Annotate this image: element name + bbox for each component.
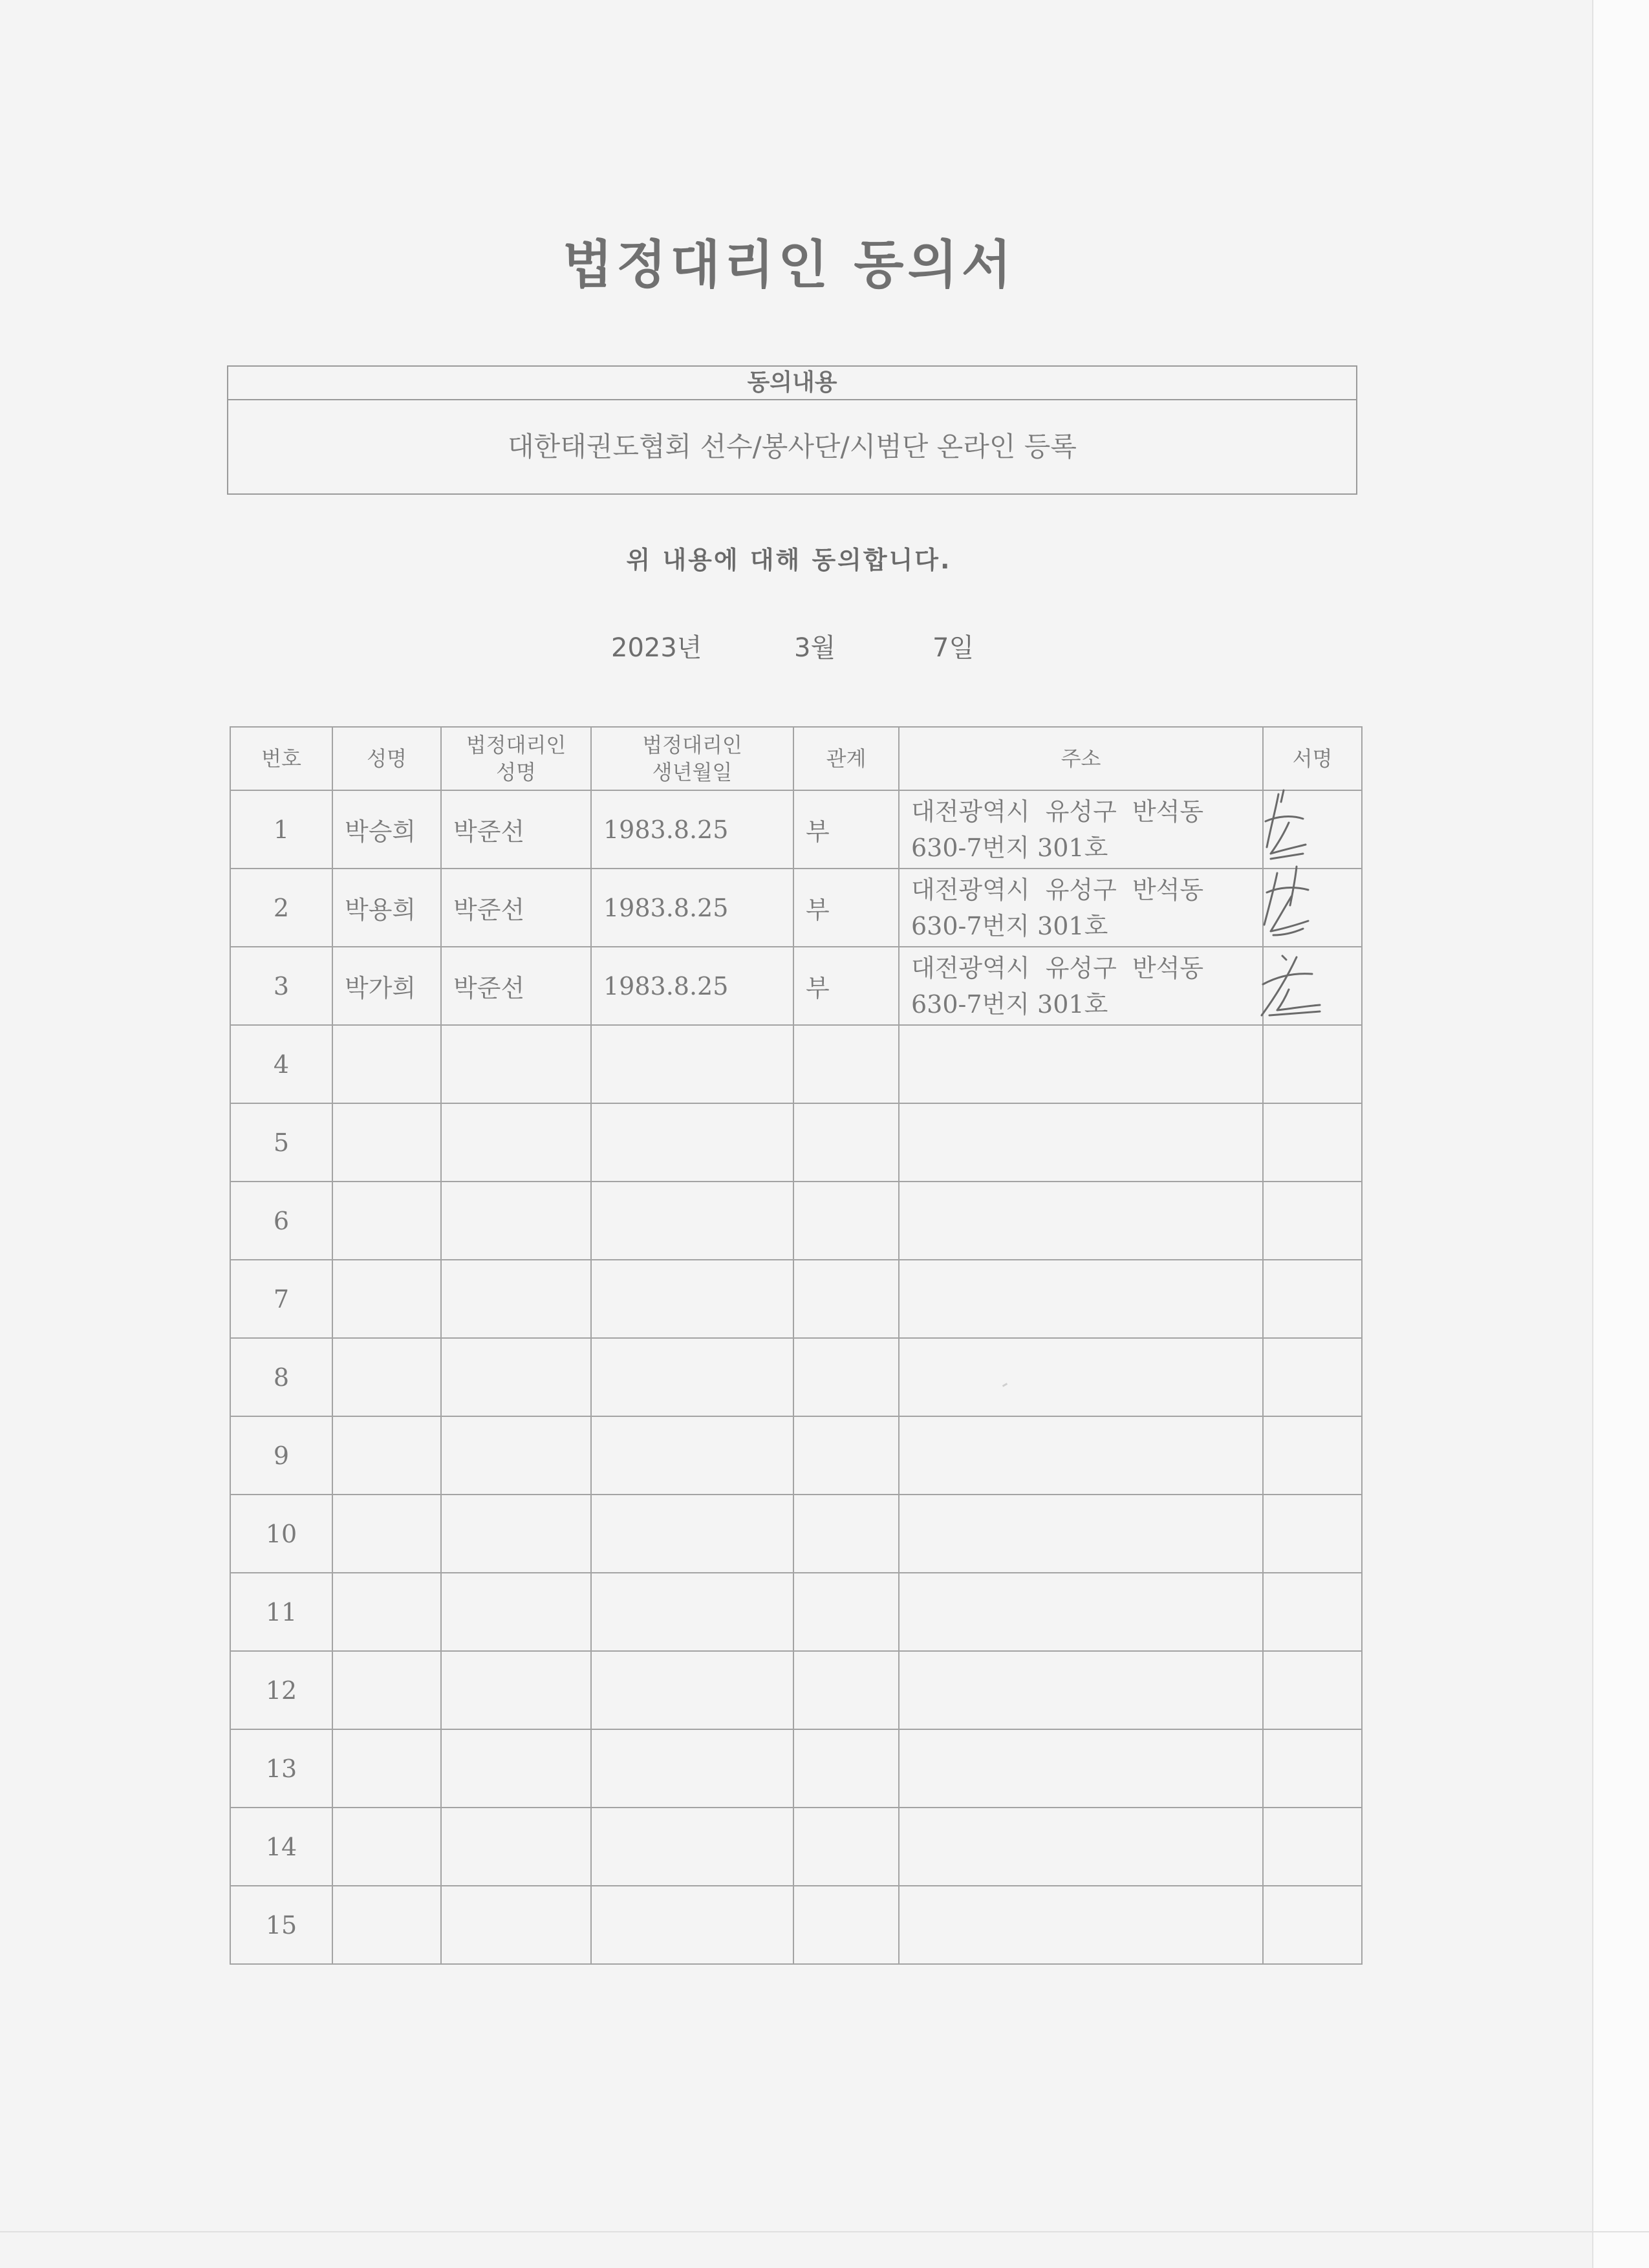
header-guardian-birth-line2: 생년월일 bbox=[652, 760, 733, 784]
row-signature bbox=[1263, 1025, 1362, 1103]
header-address: 주소 bbox=[899, 727, 1263, 790]
table-row bbox=[230, 1573, 1362, 1651]
row-name bbox=[332, 1886, 441, 1964]
row-signature bbox=[1263, 1886, 1362, 1964]
table-row bbox=[230, 947, 1362, 1025]
row-guardian-birth: 1983.8.25 bbox=[591, 947, 793, 1025]
row-guardian-birth bbox=[591, 1338, 793, 1416]
row-name bbox=[332, 1495, 441, 1573]
row-guardian-name bbox=[441, 1651, 591, 1729]
row-number: 9 bbox=[230, 1416, 332, 1495]
date-year: 2023년 bbox=[611, 633, 702, 663]
consent-heading: 동의내용 bbox=[228, 367, 1356, 400]
header-guardian-name-line1: 법정대리인 bbox=[466, 733, 566, 757]
handwritten-signature bbox=[1258, 783, 1342, 1035]
date-month: 3월 bbox=[794, 633, 836, 663]
row-number: 6 bbox=[230, 1182, 332, 1260]
table-row bbox=[230, 1651, 1362, 1729]
row-name bbox=[332, 1103, 441, 1182]
table-row bbox=[230, 1416, 1362, 1495]
row-guardian-birth bbox=[591, 1729, 793, 1808]
row-guardian-name bbox=[441, 1886, 591, 1964]
table-row bbox=[230, 1025, 1362, 1103]
header-signature: 서명 bbox=[1263, 727, 1362, 790]
row-guardian-name: 박준선 bbox=[441, 790, 591, 869]
row-address bbox=[899, 1886, 1263, 1964]
row-name bbox=[332, 1416, 441, 1495]
row-number: 11 bbox=[230, 1573, 332, 1651]
header-guardian-name bbox=[441, 727, 591, 790]
row-address bbox=[899, 1416, 1263, 1495]
row-guardian-name bbox=[441, 1182, 591, 1260]
row-address bbox=[899, 1025, 1263, 1103]
row-number: 10 bbox=[230, 1495, 332, 1573]
header-guardian-name-line2: 성명 bbox=[496, 760, 536, 784]
row-name bbox=[332, 1729, 441, 1808]
row-relation bbox=[793, 1573, 899, 1651]
row-address-line1: 대전광역시 유성구 반석동 bbox=[911, 875, 1204, 904]
row-name bbox=[332, 1651, 441, 1729]
row-number: 1 bbox=[230, 790, 332, 869]
table-row bbox=[230, 1729, 1362, 1808]
row-relation: 부 bbox=[793, 869, 899, 947]
row-address bbox=[899, 790, 1263, 869]
row-name: 박승희 bbox=[332, 790, 441, 869]
date-day: 7일 bbox=[932, 633, 975, 663]
row-name bbox=[332, 1573, 441, 1651]
row-guardian-birth bbox=[591, 1651, 793, 1729]
row-address-line1: 대전광역시 유성구 반석동 bbox=[911, 953, 1204, 982]
header-guardian-birth-line1: 법정대리인 bbox=[642, 733, 742, 757]
row-number: 5 bbox=[230, 1103, 332, 1182]
table-row bbox=[230, 869, 1362, 947]
row-guardian-name: 박준선 bbox=[441, 869, 591, 947]
row-signature bbox=[1263, 1416, 1362, 1495]
row-guardian-birth bbox=[591, 1103, 793, 1182]
row-guardian-birth: 1983.8.25 bbox=[591, 790, 793, 869]
row-relation bbox=[793, 1495, 899, 1573]
table-row bbox=[230, 1338, 1362, 1416]
table-row bbox=[230, 790, 1362, 869]
row-signature bbox=[1263, 1573, 1362, 1651]
row-address-line1: 대전광역시 유성구 반석동 bbox=[911, 797, 1204, 826]
table-row bbox=[230, 1260, 1362, 1338]
row-signature bbox=[1263, 1808, 1362, 1886]
row-address bbox=[899, 1495, 1263, 1573]
row-guardian-birth bbox=[591, 1808, 793, 1886]
row-relation bbox=[793, 1260, 899, 1338]
row-number: 12 bbox=[230, 1651, 332, 1729]
row-guardian-name bbox=[441, 1729, 591, 1808]
row-name bbox=[332, 1260, 441, 1338]
row-address-line2: 630-7번지 301호 bbox=[911, 911, 1108, 940]
row-address bbox=[899, 1103, 1263, 1182]
header-no: 번호 bbox=[230, 727, 332, 790]
row-number: 15 bbox=[230, 1886, 332, 1964]
page-edge bbox=[1592, 0, 1649, 2268]
row-guardian-birth bbox=[591, 1886, 793, 1964]
row-name: 박가희 bbox=[332, 947, 441, 1025]
row-address bbox=[899, 869, 1263, 947]
table-row bbox=[230, 1182, 1362, 1260]
row-relation: 부 bbox=[793, 947, 899, 1025]
row-relation bbox=[793, 1182, 899, 1260]
row-address bbox=[899, 1260, 1263, 1338]
row-guardian-name: 박준선 bbox=[441, 947, 591, 1025]
row-relation: 부 bbox=[793, 790, 899, 869]
row-relation bbox=[793, 1886, 899, 1964]
roster-table bbox=[230, 726, 1363, 1965]
row-number: 13 bbox=[230, 1729, 332, 1808]
row-signature bbox=[1263, 1729, 1362, 1808]
row-guardian-name bbox=[441, 1025, 591, 1103]
row-guardian-birth bbox=[591, 1260, 793, 1338]
row-guardian-name bbox=[441, 1260, 591, 1338]
row-guardian-birth bbox=[591, 1573, 793, 1651]
row-guardian-name bbox=[441, 1495, 591, 1573]
row-guardian-name bbox=[441, 1416, 591, 1495]
table-row bbox=[230, 1103, 1362, 1182]
row-address-line2: 630-7번지 301호 bbox=[911, 833, 1108, 862]
row-guardian-name bbox=[441, 1573, 591, 1651]
row-guardian-birth bbox=[591, 1182, 793, 1260]
row-number: 3 bbox=[230, 947, 332, 1025]
document-title: 법정대리인 동의서 bbox=[562, 235, 1016, 295]
row-guardian-birth: 1983.8.25 bbox=[591, 869, 793, 947]
row-relation bbox=[793, 1025, 899, 1103]
row-address bbox=[899, 1182, 1263, 1260]
row-guardian-name bbox=[441, 1808, 591, 1886]
row-guardian-birth bbox=[591, 1025, 793, 1103]
row-name bbox=[332, 1338, 441, 1416]
row-address-line2: 630-7번지 301호 bbox=[911, 989, 1108, 1019]
row-name: 박용희 bbox=[332, 869, 441, 947]
row-number: 8 bbox=[230, 1338, 332, 1416]
row-address bbox=[899, 947, 1263, 1025]
page-bottom-edge bbox=[0, 2231, 1649, 2232]
table-row bbox=[230, 1495, 1362, 1573]
consent-content: 대한태권도협회 선수/봉사단/시범단 온라인 등록 bbox=[508, 431, 1077, 462]
row-name bbox=[332, 1025, 441, 1103]
row-guardian-birth bbox=[591, 1416, 793, 1495]
row-address bbox=[899, 1573, 1263, 1651]
table-row bbox=[230, 1886, 1362, 1964]
row-guardian-name bbox=[441, 1103, 591, 1182]
row-number: 2 bbox=[230, 869, 332, 947]
row-signature bbox=[1263, 1260, 1362, 1338]
row-address bbox=[899, 1808, 1263, 1886]
header-name: 성명 bbox=[332, 727, 441, 790]
row-relation bbox=[793, 1103, 899, 1182]
row-address bbox=[899, 1338, 1263, 1416]
row-name bbox=[332, 1808, 441, 1886]
row-relation bbox=[793, 1338, 899, 1416]
row-address bbox=[899, 1729, 1263, 1808]
header-relation: 관계 bbox=[793, 727, 899, 790]
row-guardian-name bbox=[441, 1338, 591, 1416]
consent-box bbox=[227, 365, 1357, 495]
row-signature bbox=[1263, 1495, 1362, 1573]
row-signature bbox=[1263, 1338, 1362, 1416]
row-number: 14 bbox=[230, 1808, 332, 1886]
row-relation bbox=[793, 1651, 899, 1729]
table-header-row bbox=[230, 727, 1362, 790]
row-signature bbox=[1263, 1103, 1362, 1182]
row-relation bbox=[793, 1416, 899, 1495]
row-guardian-birth bbox=[591, 1495, 793, 1573]
row-number: 7 bbox=[230, 1260, 332, 1338]
table-row bbox=[230, 1808, 1362, 1886]
row-address bbox=[899, 1651, 1263, 1729]
row-relation bbox=[793, 1729, 899, 1808]
row-name bbox=[332, 1182, 441, 1260]
row-relation bbox=[793, 1808, 899, 1886]
row-number: 4 bbox=[230, 1025, 332, 1103]
header-guardian-birth bbox=[591, 727, 793, 790]
agreement-statement: 위 내용에 대해 동의합니다. bbox=[626, 546, 952, 574]
row-signature bbox=[1263, 1651, 1362, 1729]
row-signature bbox=[1263, 1182, 1362, 1260]
